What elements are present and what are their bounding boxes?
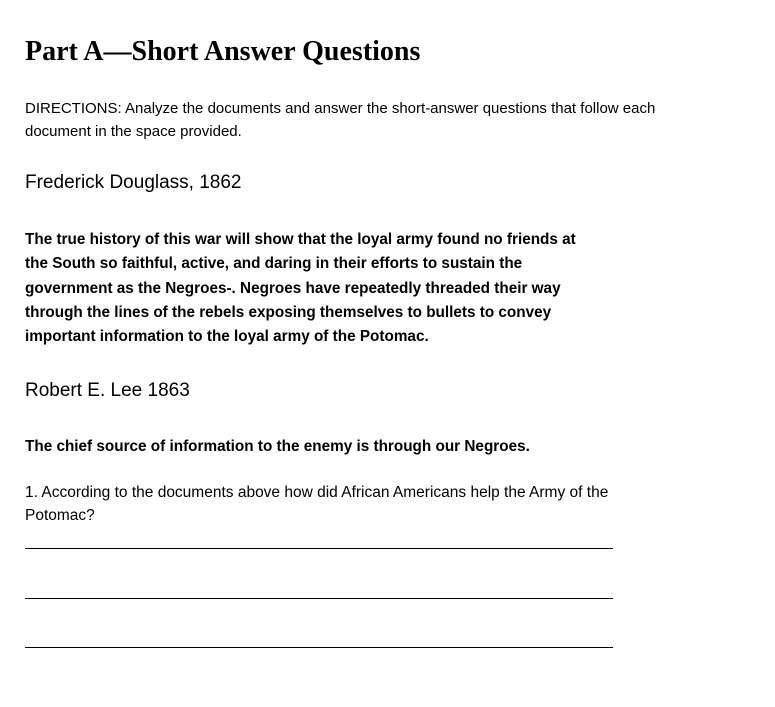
quote-line: government as the Negroes-. Negroes have repeatedly threaded their way: [25, 279, 561, 297]
quote-line: The chief source of information to the enemy is through our Negroes.: [25, 438, 530, 455]
answer-line[interactable]: [25, 548, 613, 549]
quote-line: through the lines of the rebels exposing themselves to bullets to convey: [25, 303, 552, 321]
answer-line[interactable]: [25, 598, 613, 599]
page-title: Part A—Short Answer Questions: [25, 36, 421, 67]
quote-line: the South so faithful, active, and daring in their efforts to sustain the: [25, 255, 523, 273]
document-quote-douglass: [25, 228, 576, 349]
document-quote-lee: [25, 435, 530, 459]
quote-line: important information to the loyal army of the Potomac.: [25, 328, 429, 346]
answer-line[interactable]: [25, 647, 613, 648]
document-source-lee: Robert E. Lee 1863: [25, 380, 190, 401]
directions-line: DIRECTIONS: Analyze the documents and answer the short-answer questions that follow each: [25, 100, 656, 117]
question-1: [25, 481, 608, 527]
question-line: Potomac?: [25, 507, 95, 524]
document-source-douglass: Frederick Douglass, 1862: [25, 172, 242, 193]
question-line: 1. According to the documents above how did African Americans help the Army of the: [25, 484, 609, 501]
directions-line: document in the space provided.: [25, 123, 242, 140]
quote-line: The true history of this war will show that the loyal army found no friends at: [25, 231, 576, 248]
directions: [25, 97, 655, 143]
